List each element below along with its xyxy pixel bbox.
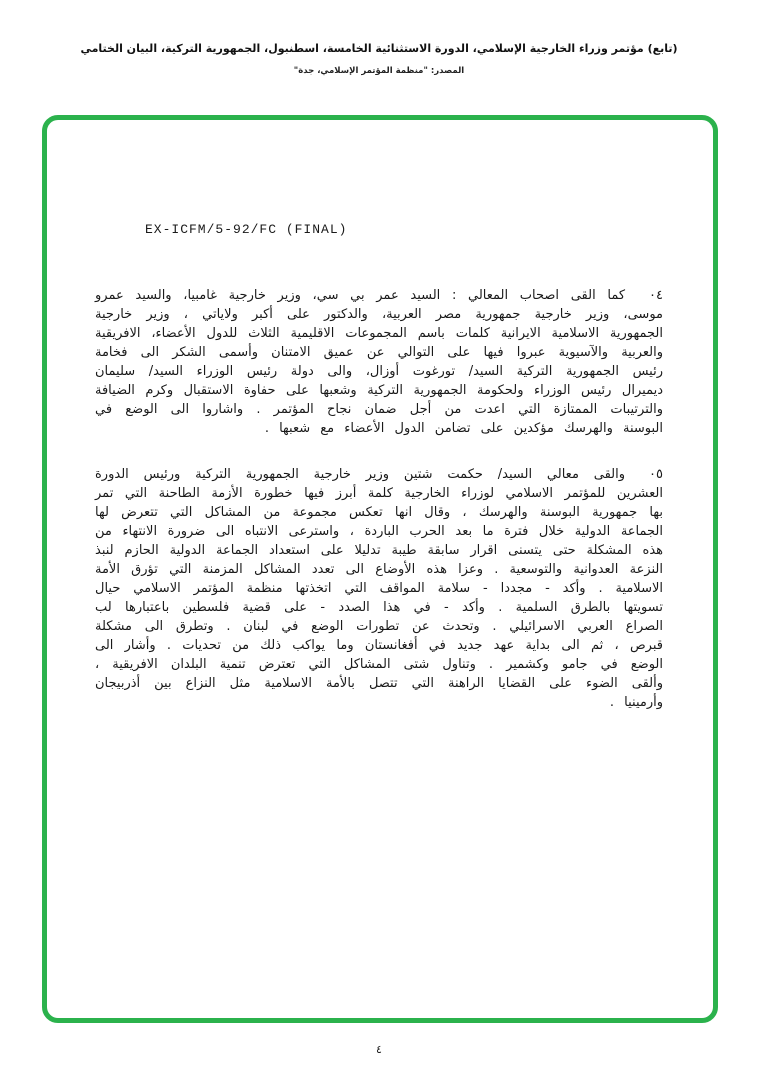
- document-body: [95, 286, 663, 739]
- green-border-frame: [42, 115, 718, 1023]
- page-header: [0, 42, 758, 76]
- paragraph-05: [95, 465, 663, 712]
- document-title: (تابع) مؤتمر وزراء الخارجية الإسلامي، الدورة الاستثنائية الخامسة، اسطنبول، الجمهورية التركية، البيان الختامي: [80, 42, 678, 55]
- page-number: ٤: [376, 1043, 382, 1056]
- paragraph-number: ٠٤: [649, 288, 663, 303]
- document-source: المصدر: "منظمة المؤتمر الإسلامي، جدة": [293, 66, 465, 76]
- reference-code: EX-ICFM/5-92/FC (FINAL): [145, 222, 348, 237]
- paragraph-text: كما القى اصحاب المعالي : السيد عمر بي سي، وزير خارجية غامبيا، والسيد عمرو موسى، وزير خارجية جمهورية مصر العربية، والدكتور على أكبر ولاياتي ، وزير خارجية الجمهورية الاسلامية الايرانية كلمات باسم المجموعات الاقليمية الثلاث للدول الأعضاء، الافريقية والعربية والآسيوية عبروا فيها على التوالي عن عميق الامتنان وأسمى الشكر الى فخامة رئيس الجمهورية التركية السيد/ تورغوت أوزال، والى دولة رئيس الوزراء السيد/ سليمان ديميرال رئيس الوزراء ولحكومة الجمهورية التركية وشعبها على حفاوة الاستقبال وكرم الضيافة والترتيبات الممتازة التي اعدت من أجل ضمان نجاح المؤتمر . واشاروا الى الوضع في البوسنة والهرسك مؤكدين على تضامن الدول الأعضاء مع شعبها .: [95, 288, 663, 436]
- paragraph-number: ٠٥: [649, 467, 663, 482]
- paragraph-04: [95, 286, 663, 438]
- paragraph-text: والقى معالي السيد/ حكمت شتين وزير خارجية الجمهورية التركية ورئيس الدورة العشرين للمؤتمر الاسلامي لوزراء الخارجية كلمة أبرز فيها خطورة الأزمة الطاحنة التي تمر بها جمهورية البوسنة والهرسك ، وقال انها تعكس مجموعة من المشاكل التي تتعرض لها الجماعة الدولية خلال فترة ما بعد الحرب الباردة ، واسترعى الانتباه الى ضرورة الانتهاء من هذه المشكلة حتى يتسنى اقرار سابقة طيبة تدليلا على استعداد الجماعة الدولية الحازم لنبذ النزعة العدوانية والتوسعية . وعزا هذه الأوضاع الى تعدد المشاكل المزمنة التي تؤرق الأمة الاسلامية . وأكد - مجددا - سلامة المواقف التي اتخذتها منظمة المؤتمر الاسلامي حيال تسويتها بالطرق السلمية . وأكد - في هذا الصدد - على قضية فلسطين باعتبارها لب الصراع العربي الاسرائيلي . وتحدث عن تطورات الوضع في لبنان . وتطرق الى مشكلة قبرص ، ثم الى بداية عهد جديد في أفغانستان وما يواكب ذلك من تحديات . وأشار الى الوضع في جامو وكشمير . وتناول شتى المشاكل التي تعترض تنمية البلدان الافريقية ، وألقى الضوء على القضايا الراهنة التي تتصل بالأمة الاسلامية مثل النزاع بين أذربيجان وأرمينيا .: [95, 467, 663, 710]
